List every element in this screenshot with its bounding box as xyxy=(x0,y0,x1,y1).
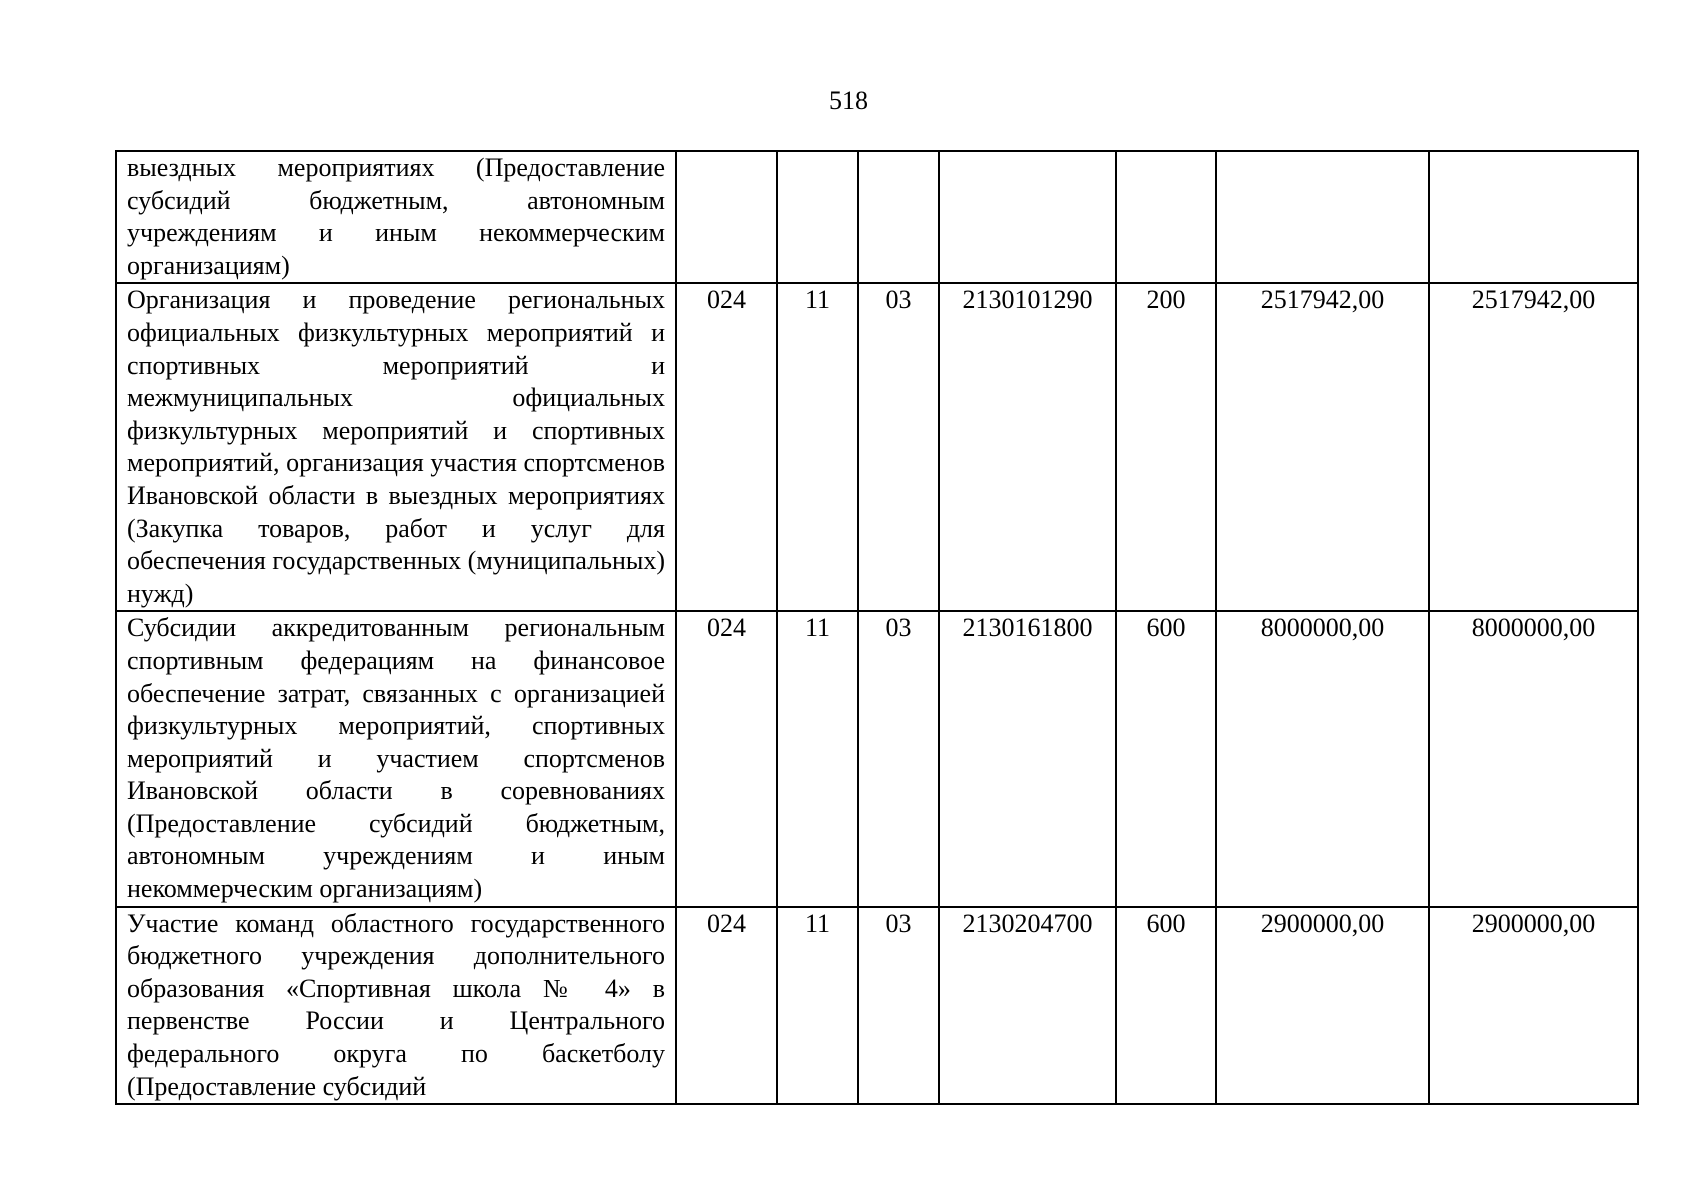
amount-1-cell: 8000000,00 xyxy=(1216,611,1429,906)
amount-2-cell: 8000000,00 xyxy=(1429,611,1638,906)
subsection-code-cell: 03 xyxy=(858,283,939,611)
row-description: Организация и проведение региональных официальных физкультурных мероприятий и спортивных мероприятий и межмуниципальных официальных физкультурных мероприятий и спортивных мероприятий, организация участия спортсменов Ивановской области в выездных мероприятиях (Закупка товаров, работ и услуг для обеспечения государственных (муниципальных) нужд) xyxy=(116,283,676,611)
section-code-cell: 11 xyxy=(777,907,858,1105)
section-code-cell: 11 xyxy=(777,283,858,611)
target-article-cell: 2130101290 xyxy=(939,283,1116,611)
expense-type-cell: 200 xyxy=(1116,283,1216,611)
amount-1-cell: 2900000,00 xyxy=(1216,907,1429,1105)
target-article-cell: 2130204700 xyxy=(939,907,1116,1105)
amount-2-cell xyxy=(1429,151,1638,283)
table-row xyxy=(116,611,1638,906)
table-row xyxy=(116,283,1638,611)
expense-type-cell: 600 xyxy=(1116,611,1216,906)
subsection-code-cell: 03 xyxy=(858,907,939,1105)
table-row xyxy=(116,151,1638,283)
target-article-cell: 2130161800 xyxy=(939,611,1116,906)
ministry-code-cell: 024 xyxy=(676,611,777,906)
ministry-code-cell: 024 xyxy=(676,283,777,611)
subsection-code-cell xyxy=(858,151,939,283)
row-description: Субсидии аккредитованным региональным спортивным федерациям на финансовое обеспечение затрат, связанных с организацией физкультурных мероприятий, спортивных мероприятий и участием спортсменов Ивановской области в соревнованиях (Предоставление субсидий бюджетным, автономным учреждениям и иным некоммерческим организациям) xyxy=(116,611,676,906)
row-description: выездных мероприятиях (Предоставление субсидий бюджетным, автономным учреждениям и иным некоммерческим организациям) xyxy=(116,151,676,283)
expense-type-cell: 600 xyxy=(1116,907,1216,1105)
row-description: Участие команд областного государственного бюджетного учреждения дополнительного образования «Спортивная школа № 4» в первенстве России и Центрального федерального округа по баскетболу (Предоставление субсидий xyxy=(116,907,676,1105)
amount-1-cell: 2517942,00 xyxy=(1216,283,1429,611)
section-code-cell: 11 xyxy=(777,611,858,906)
page-number: 518 xyxy=(829,86,868,115)
amount-2-cell: 2900000,00 xyxy=(1429,907,1638,1105)
expense-type-cell xyxy=(1116,151,1216,283)
amount-2-cell: 2517942,00 xyxy=(1429,283,1638,611)
amount-1-cell xyxy=(1216,151,1429,283)
subsection-code-cell: 03 xyxy=(858,611,939,906)
table-row xyxy=(116,907,1638,1105)
target-article-cell xyxy=(939,151,1116,283)
section-code-cell xyxy=(777,151,858,283)
ministry-code-cell xyxy=(676,151,777,283)
ministry-code-cell: 024 xyxy=(676,907,777,1105)
budget-table xyxy=(115,150,1639,1105)
